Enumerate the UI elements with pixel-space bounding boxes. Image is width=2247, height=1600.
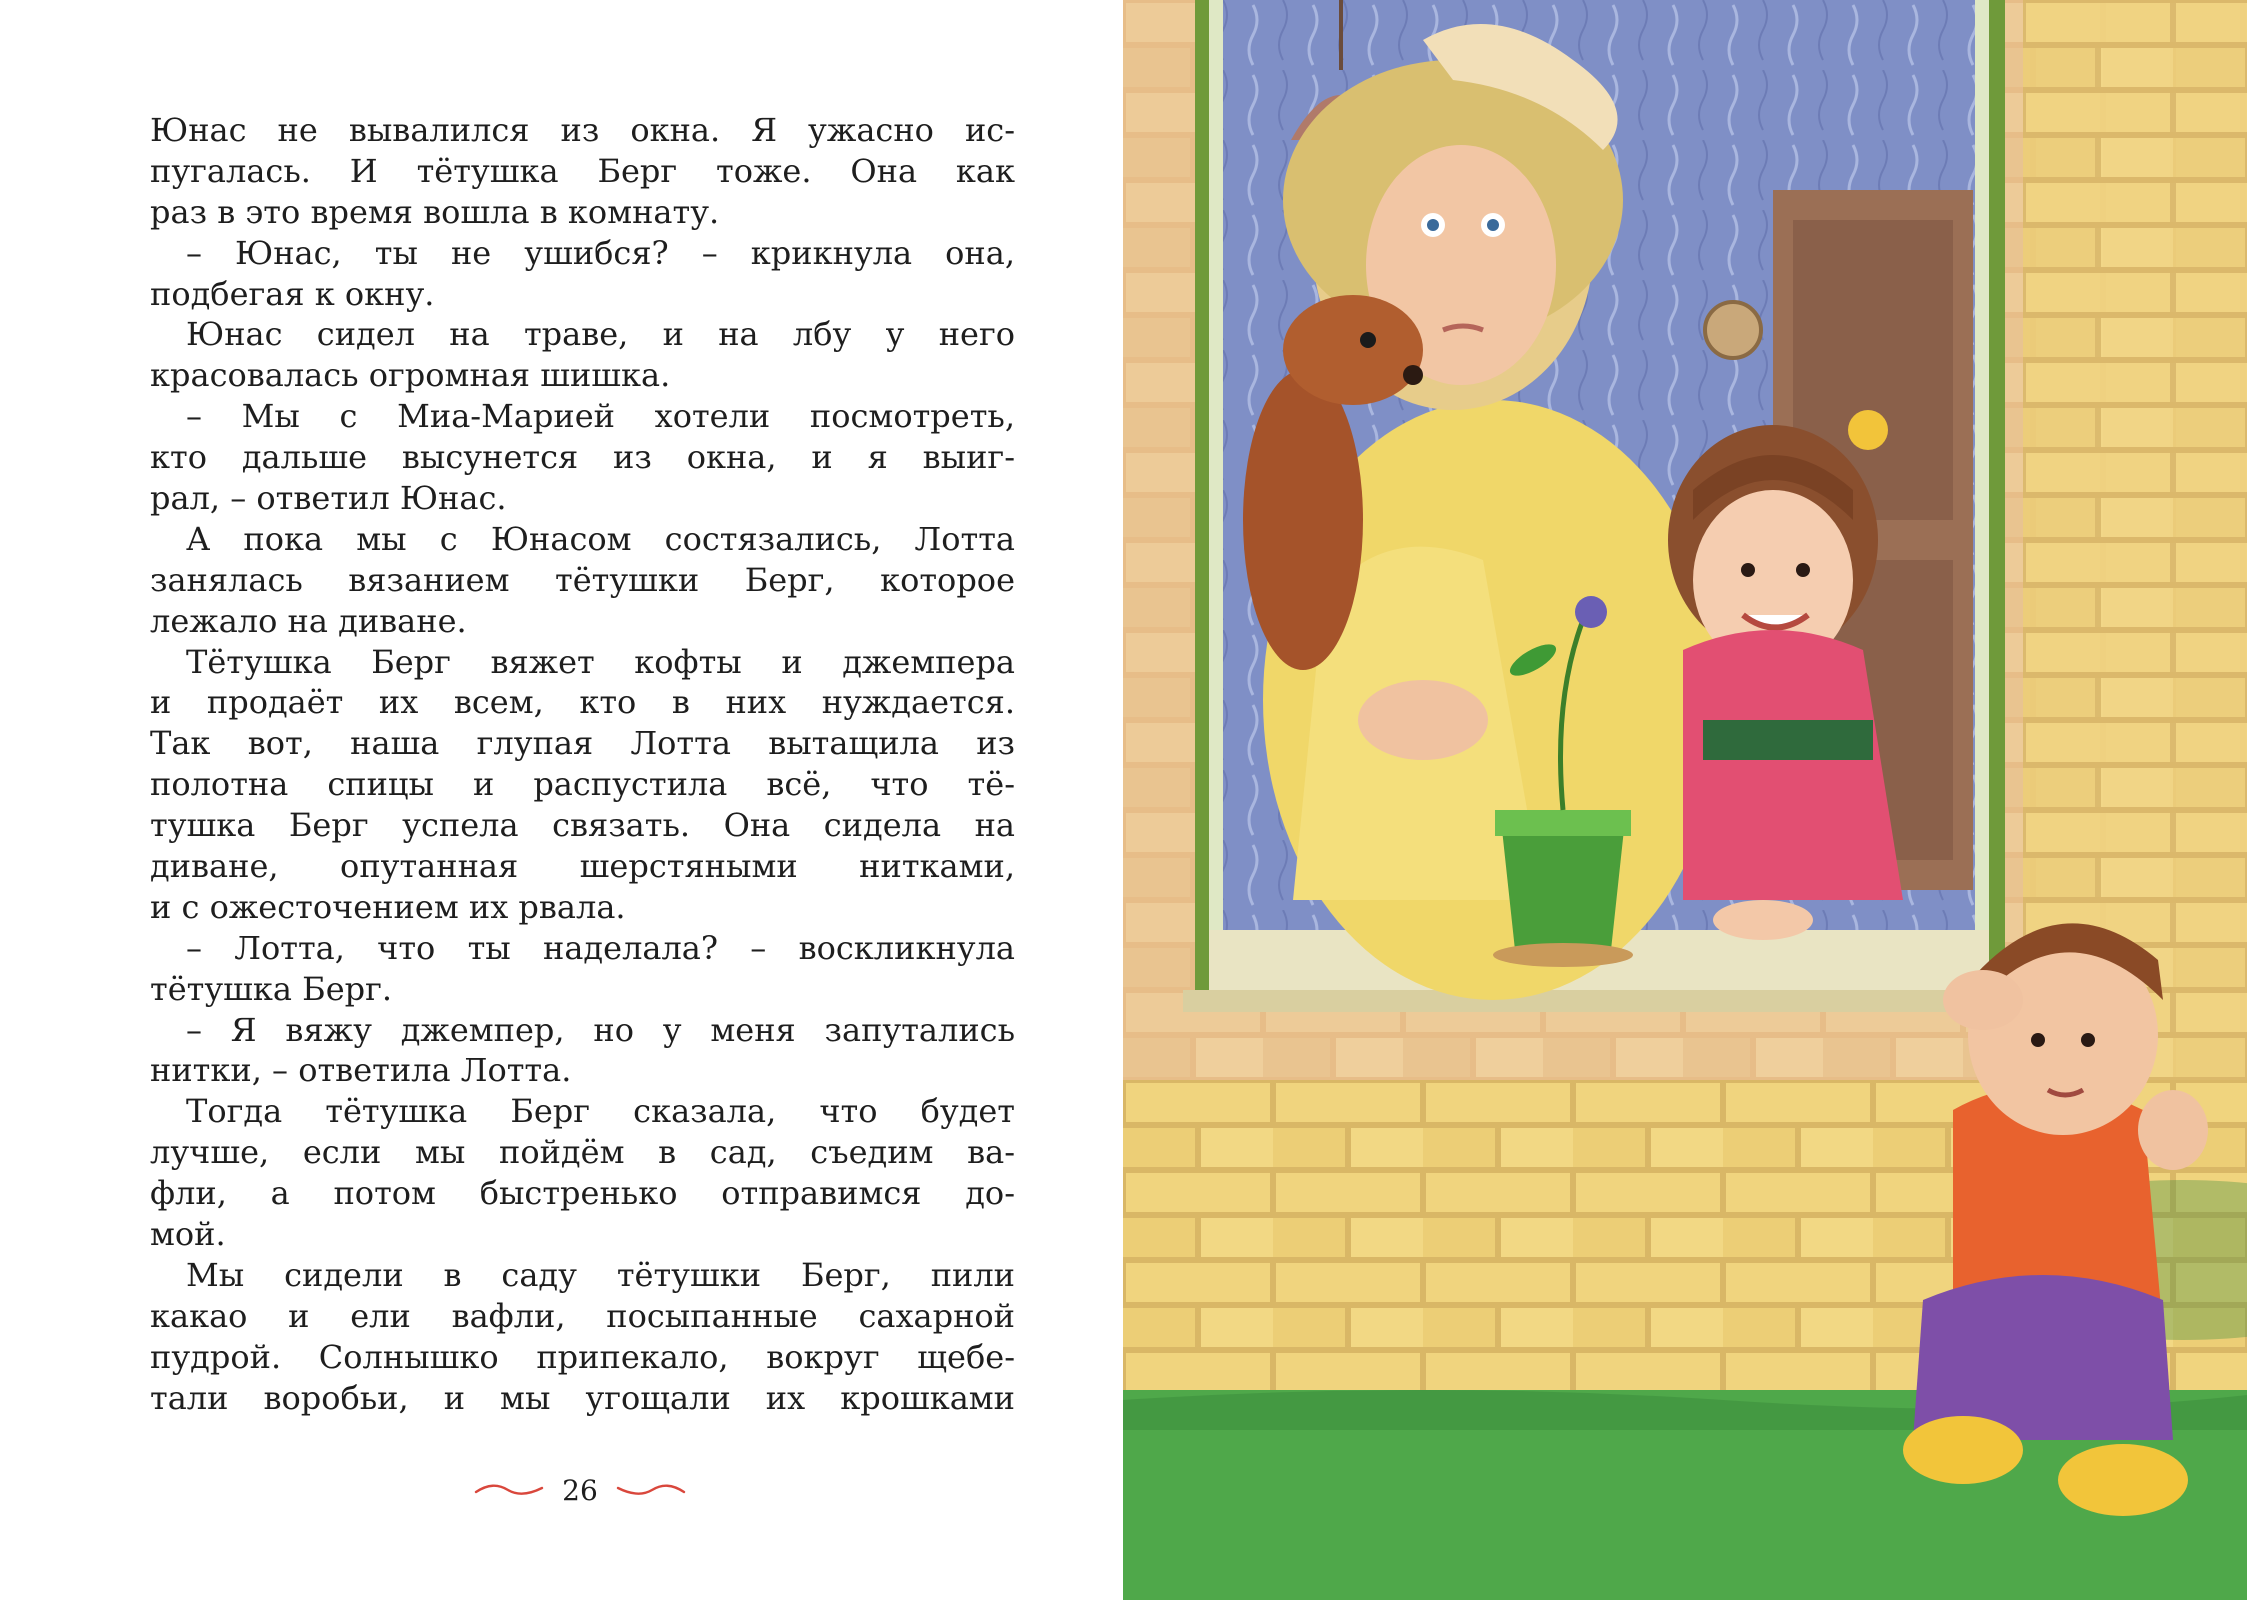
right-swash-ornament (616, 1482, 686, 1498)
text-line: кто дальше высунется из окна, и я выиг- (150, 438, 1015, 477)
text-line: – Юнас, ты не ушибся? – крикнула она, (186, 233, 1015, 272)
text-line: Юнас сидел на траве, и на лбу у него (186, 315, 1015, 354)
text-line: лучше, если мы пойдём в сад, съедим ва- (150, 1133, 1015, 1172)
text-line: мой. (150, 1215, 226, 1254)
text-line: диване, опутанная шерстяными нитками, (150, 847, 1015, 886)
text-line: тушка Берг успела связать. Она сидела на (150, 806, 1015, 845)
text-line: Тётушка Берг вяжет кофты и джемпера (186, 642, 1015, 681)
text-line: и продаёт их всем, кто в них нуждается. (150, 683, 1015, 722)
text-line: подбегая к окну. (150, 274, 435, 313)
page-number: 26 (562, 1473, 598, 1507)
text-line: и с ожесточением их рвала. (150, 887, 626, 926)
text-line: красовалась огромная шишка. (150, 356, 671, 395)
page-footer (470, 1470, 690, 1510)
window-scene-illustration (1123, 0, 2247, 1600)
text-line: занялась вязанием тётушки Берг, которое (150, 560, 1015, 599)
illustration-art (1123, 0, 2247, 1600)
text-line: – Я вяжу джемпер, но у меня запутались (186, 1010, 1015, 1049)
text-line: – Лотта, что ты наделала? – воскликнула (186, 928, 1015, 967)
text-line: рал, – ответил Юнас. (150, 479, 507, 518)
text-line: какао и ели вафли, посыпанные сахарной (150, 1296, 1015, 1335)
text-line: А пока мы с Юнасом состязались, Лотта (186, 519, 1015, 558)
text-line: тали воробьи, и мы угощали их крошками (150, 1378, 1015, 1417)
text-page (0, 0, 1123, 1600)
text-line: – Мы с Миа-Марией хотели посмотреть, (186, 397, 1015, 436)
text-line: полотна спицы и распустила всё, что тё- (150, 765, 1015, 804)
text-line: Юнас не вывалился из окна. Я ужасно ис- (150, 111, 1015, 149)
text-line: фли, а потом быстренько отправимся до- (150, 1174, 1015, 1213)
text-line: Мы сидели в саду тётушки Берг, пили (186, 1255, 1015, 1294)
text-line: Тогда тётушка Берг сказала, что будет (186, 1092, 1015, 1131)
story-text (150, 110, 1015, 1419)
text-line: Так вот, наша глупая Лотта вытащила из (150, 724, 1015, 763)
text-line: тётушка Берг. (150, 969, 393, 1008)
text-line: лежало на диване. (150, 601, 467, 640)
text-line: пудрой. Солнышко припекало, вокруг щебе- (150, 1337, 1015, 1376)
text-line: раз в это время вошла в комнату. (150, 192, 720, 231)
text-line: пугалась. И тётушка Берг тоже. Она как (150, 151, 1015, 190)
left-swash-ornament (474, 1482, 544, 1498)
text-line: нитки, – ответила Лотта. (150, 1051, 572, 1090)
